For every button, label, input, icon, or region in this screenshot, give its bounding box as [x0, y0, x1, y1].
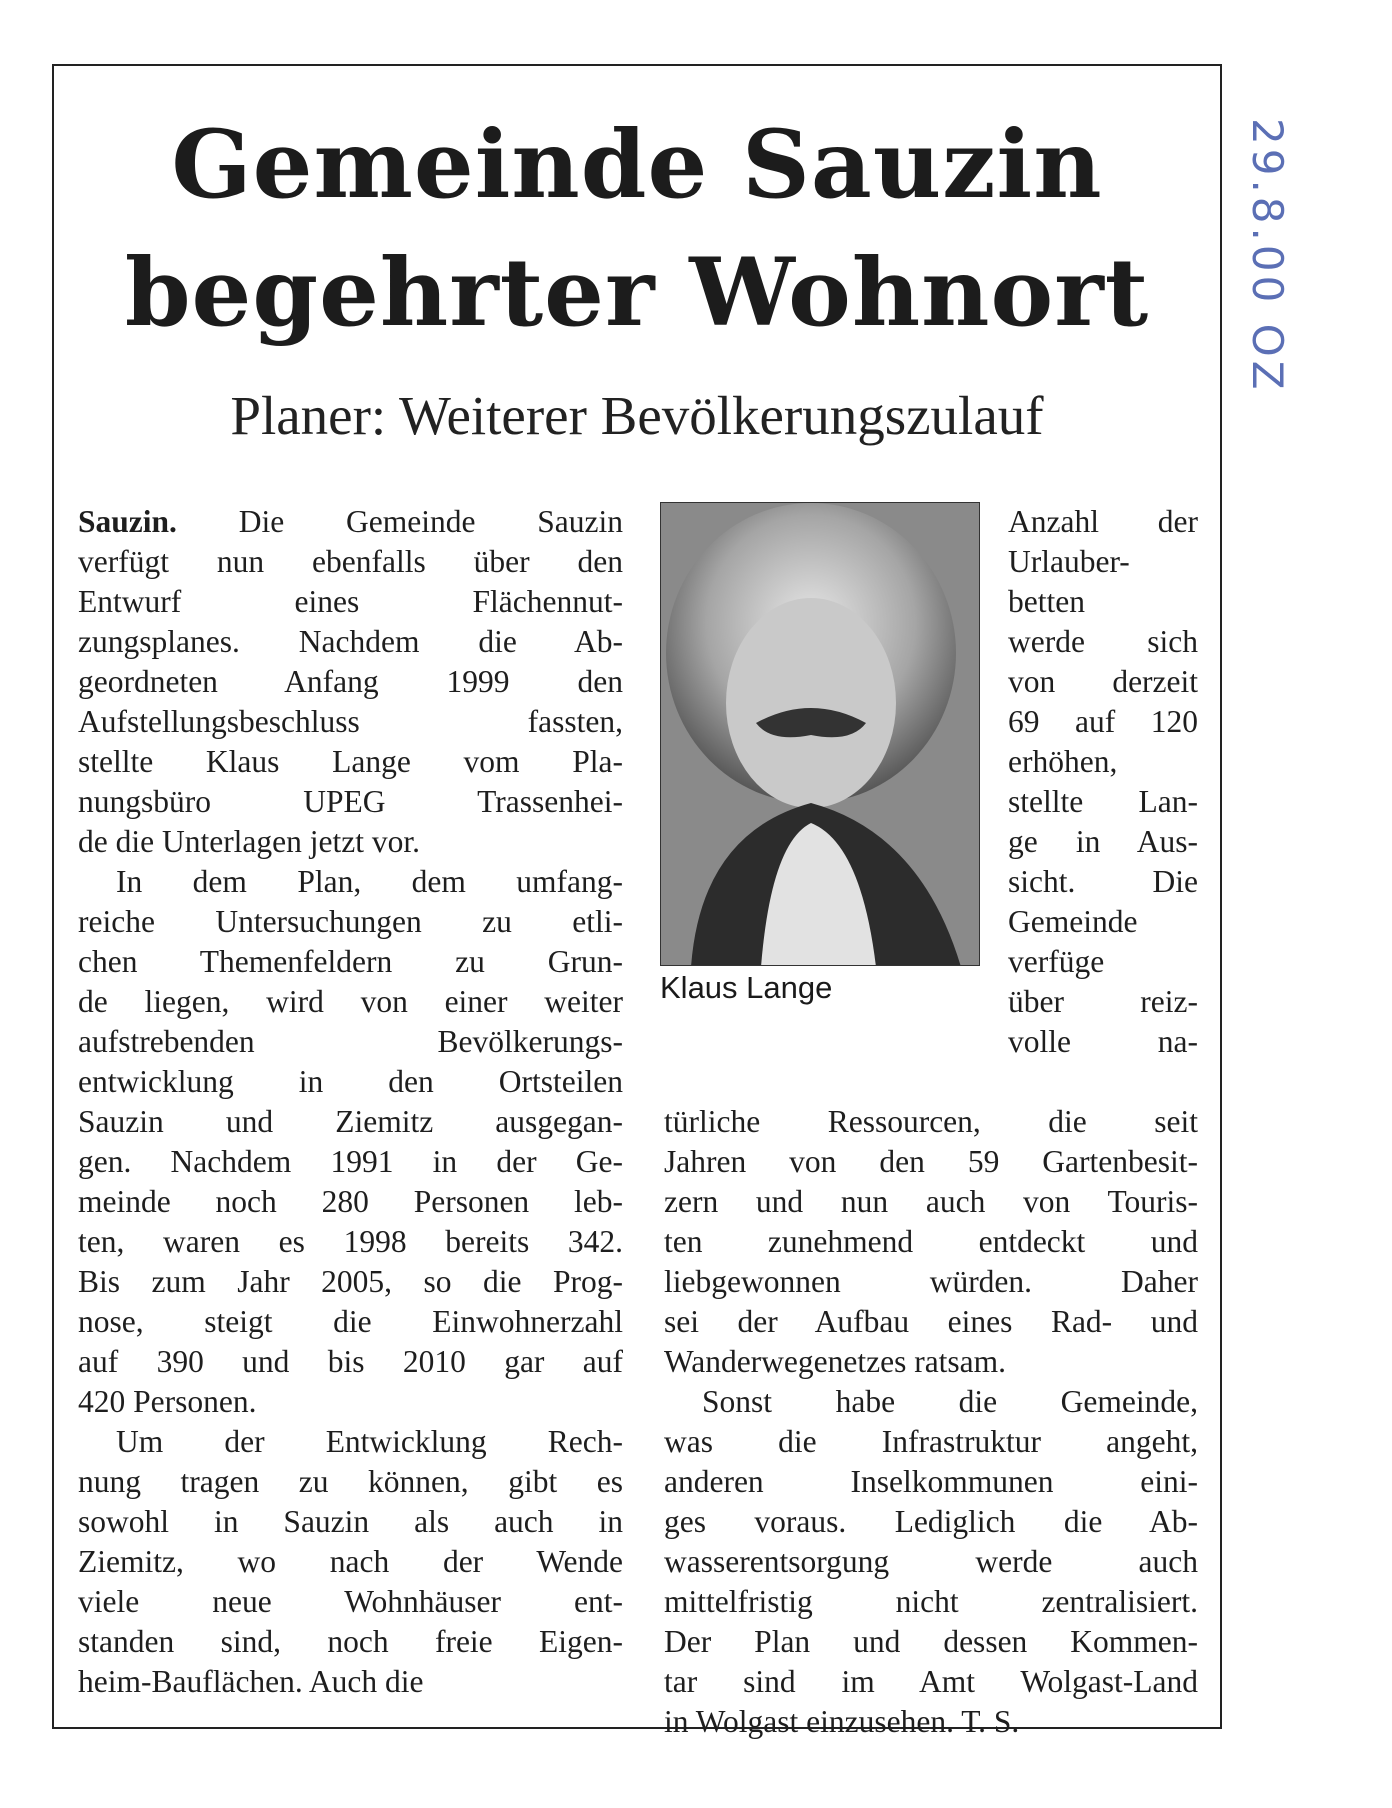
text-line: geordneten Anfang 1999 den	[78, 664, 623, 699]
newspaper-clipping	[52, 64, 1222, 1739]
text-line: zungsplanes. Nachdem die Ab-	[78, 624, 623, 659]
text-line: auf 390 und bis 2010 gar auf	[78, 1344, 623, 1379]
text-line: Entwurf eines Flächennut-	[78, 584, 623, 619]
text-line: Sauzin und Ziemitz ausgegan-	[78, 1104, 623, 1139]
text-line: de die Unterlagen jetzt vor.	[78, 824, 420, 859]
text-line: meinde noch 280 Personen leb-	[78, 1184, 623, 1219]
text-line: ten zunehmend entdeckt und	[664, 1224, 1198, 1259]
text-line: zern und nun auch von Touris-	[664, 1184, 1198, 1219]
text-line: Anzahl der	[1008, 504, 1198, 539]
text-line: über reiz-	[1008, 984, 1198, 1019]
text-line: von derzeit	[1008, 664, 1198, 699]
text-line: liebgewonnen würden. Daher	[664, 1264, 1198, 1299]
text-line: verfüge	[1008, 944, 1105, 979]
text-line: reiche Untersuchungen zu etli-	[78, 904, 623, 939]
text-line: In dem Plan, dem umfang-	[116, 864, 623, 899]
text-line: nose, steigt die Einwohnerzahl	[78, 1304, 623, 1339]
text-line: Urlauber-	[1008, 544, 1130, 579]
dateline: Sauzin.	[78, 504, 177, 539]
text-line: stellte Lan-	[1008, 784, 1198, 819]
text-line: de liegen, wird von einer weiter	[78, 984, 623, 1019]
headline-line-2: begehrter Wohnort	[124, 238, 1150, 348]
text-line: ge in Aus-	[1008, 824, 1198, 859]
handwritten-date-note	[1238, 118, 1298, 508]
text-line: stellte Klaus Lange vom Pla-	[78, 744, 623, 779]
text-line: anderen Inselkommunen eini-	[664, 1464, 1198, 1499]
text-line: Jahren von den 59 Gartenbesit-	[664, 1144, 1198, 1179]
text-line: ten, waren es 1998 bereits 342.	[78, 1224, 623, 1259]
headline-line-1: Gemeinde Sauzin	[171, 110, 1103, 220]
text-line: in Wolgast einzusehen. T. S.	[664, 1704, 1020, 1739]
text-line: Wanderwegenetzes ratsam.	[664, 1344, 1007, 1379]
text-line: chen Themenfeldern zu Grun-	[78, 944, 623, 979]
text-line: ges voraus. Lediglich die Ab-	[664, 1504, 1198, 1539]
article-left-column	[78, 502, 623, 1702]
text-line: betten	[1008, 584, 1085, 619]
photo-caption: Klaus Lange	[660, 970, 833, 1005]
text-line: entwicklung in den Ortsteilen	[78, 1064, 623, 1099]
text-line: heim-Bauflächen. Auch die	[78, 1664, 424, 1699]
text-line: 420 Personen.	[78, 1384, 257, 1419]
text-line: sei der Aufbau eines Rad- und	[664, 1304, 1198, 1339]
text-line: tar sind im Amt Wolgast-Land	[664, 1664, 1198, 1699]
text-line: nung tragen zu können, gibt es	[78, 1464, 623, 1499]
text-line: 69 auf 120	[1008, 704, 1198, 739]
text-line: wasserentsorgung werde auch	[664, 1544, 1198, 1579]
text-line: was die Infrastruktur angeht,	[664, 1424, 1198, 1459]
text-line: sowohl in Sauzin als auch in	[78, 1504, 623, 1539]
text-line: Der Plan und dessen Kommen-	[664, 1624, 1198, 1659]
text-line: Gemeinde	[1008, 904, 1138, 939]
portrait-photo	[660, 502, 980, 966]
article-right-column	[664, 1102, 1198, 1742]
text-line: Um der Entwicklung Rech-	[116, 1424, 623, 1459]
text-line: viele neue Wohnhäuser ent-	[78, 1584, 623, 1619]
text-line: standen sind, noch freie Eigen-	[78, 1624, 623, 1659]
text-line: volle na-	[1008, 1024, 1198, 1059]
article-right-narrow-column	[1008, 502, 1198, 1062]
text-line: nungsbüro UPEG Trassenhei-	[78, 784, 623, 819]
text-line: Bis zum Jahr 2005, so die Prog-	[78, 1264, 623, 1299]
text-line: Aufstellungsbeschluss fassten,	[78, 704, 623, 739]
text-line: mittelfristig nicht zentralisiert.	[664, 1584, 1198, 1619]
text-line: aufstrebenden Bevölkerungs-	[78, 1024, 623, 1059]
text-line: erhöhen,	[1008, 744, 1118, 779]
text-line-content: Die Gemeinde Sauzin	[238, 504, 623, 539]
text-line: türliche Ressourcen, die seit	[664, 1104, 1198, 1139]
text-line: Sonst habe die Gemeinde,	[702, 1384, 1198, 1419]
text-line: werde sich	[1008, 624, 1198, 659]
handwritten-date-text: 29.8.00 OZ	[1243, 118, 1292, 394]
portrait-illustration	[661, 503, 980, 966]
text-line: gen. Nachdem 1991 in der Ge-	[78, 1144, 623, 1179]
text-line: sicht. Die	[1008, 864, 1198, 899]
subheadline: Planer: Weiterer Bevölkerungszulauf	[230, 385, 1044, 446]
text-line	[78, 502, 623, 542]
text-line: Ziemitz, wo nach der Wende	[78, 1544, 623, 1579]
text-line: verfügt nun ebenfalls über den	[78, 544, 623, 579]
